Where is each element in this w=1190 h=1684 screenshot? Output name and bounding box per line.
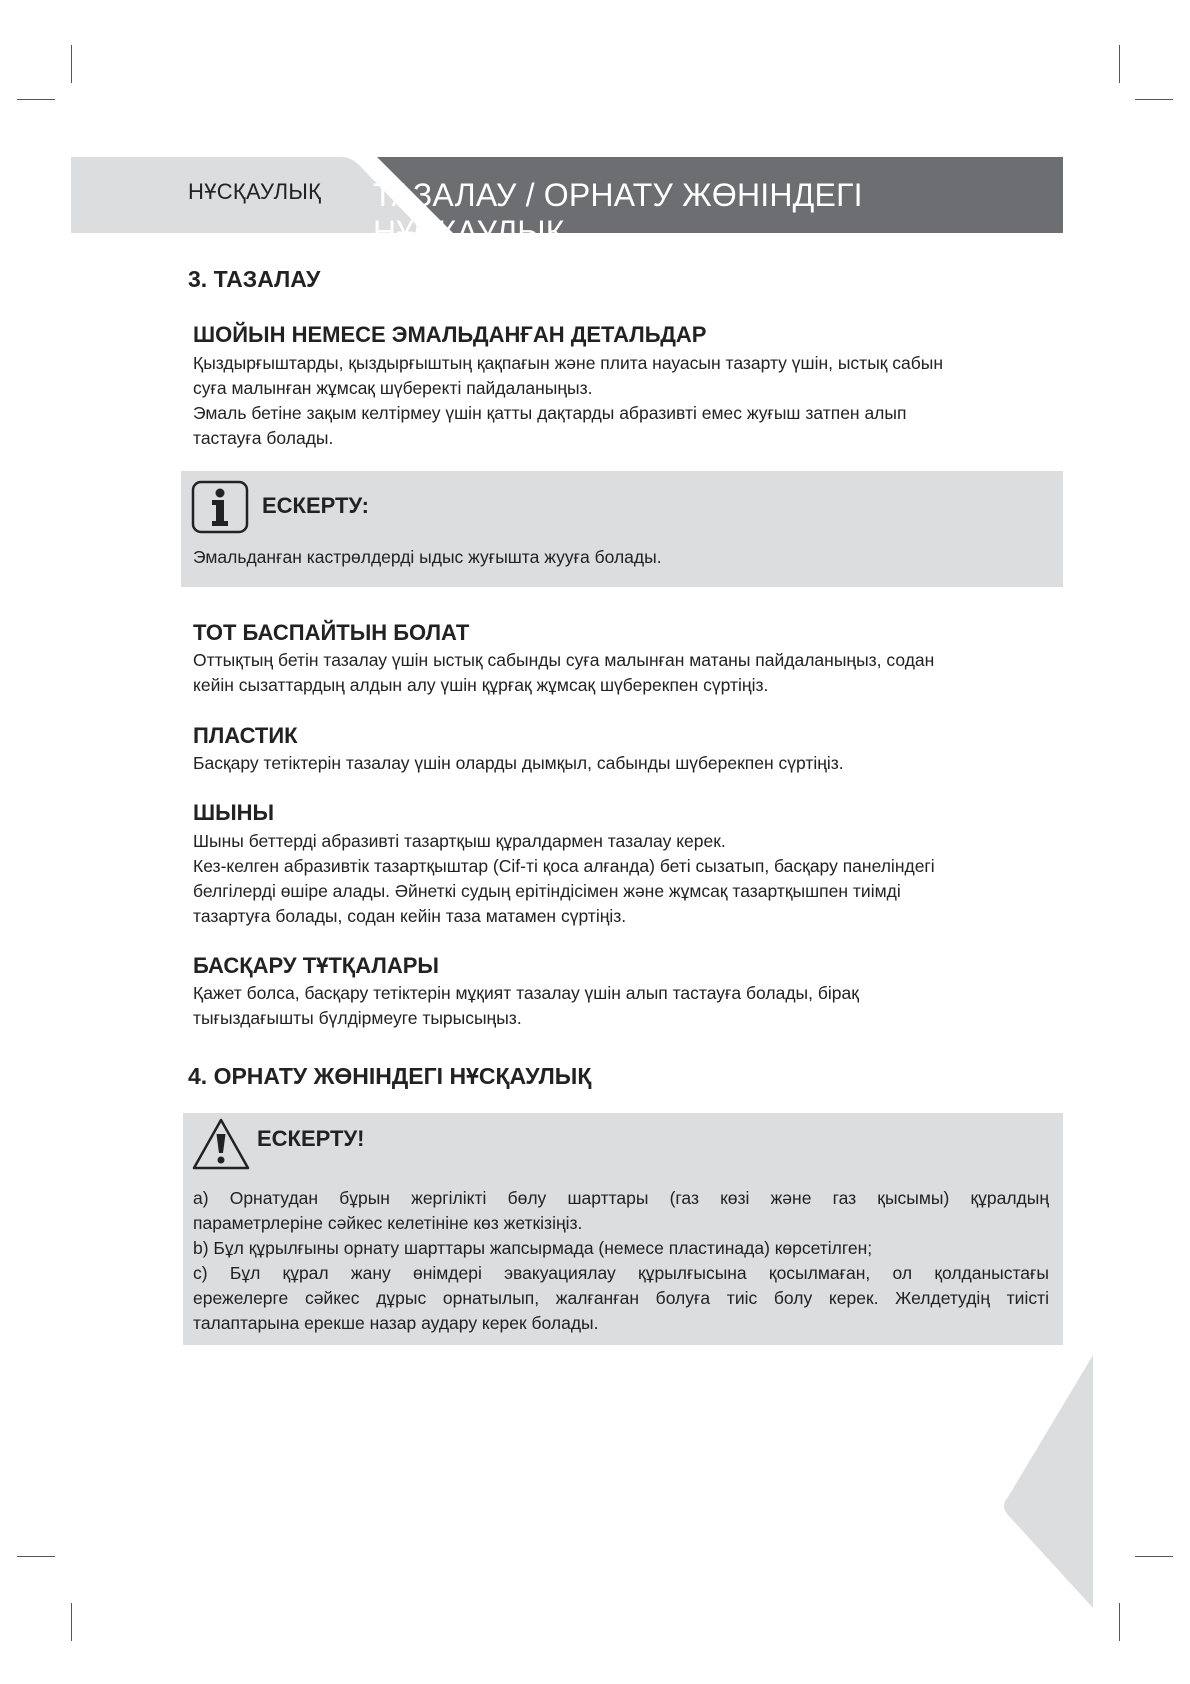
crop-mark <box>71 45 72 83</box>
crop-mark <box>1119 1603 1120 1641</box>
note-box <box>181 471 1063 587</box>
header-right-banner <box>373 157 1063 250</box>
control-knobs-paragraph: Қажет болса, басқару тетіктерін мұқият тазалау үшін алып тастауға болады, бірақ тығыздағышты бүлдірмеуге тырысыңыз. <box>193 983 859 1028</box>
warning-title: ЕСКЕРТУ! <box>257 1126 365 1151</box>
note-text: Эмальданған кастрөлдерді ыдыс жуғышта жууға болады. <box>193 547 662 567</box>
crop-mark <box>17 99 55 100</box>
warning-icon <box>191 1117 251 1171</box>
warning-box <box>183 1113 1063 1345</box>
header-left-tab <box>71 157 419 233</box>
control-knobs-heading: БАСҚАРУ ТҰТҚАЛАРЫ <box>193 953 439 978</box>
stainless-steel-paragraph: Оттықтың бетін тазалау үшін ыстық сабынды суға малынған матаны пайдаланыңыз, содан кейін сызаттардың алдын алу үшін құрғақ жұмсақ шүберекпен сүртіңіз. <box>193 650 935 695</box>
crop-mark <box>1119 45 1120 83</box>
plastic-paragraph: Басқару тетіктерін тазалау үшін оларды дымқыл, сабынды шүберекпен сүртіңіз. <box>193 753 844 773</box>
glass-heading: ШЫНЫ <box>193 800 275 825</box>
note-title: ЕСКЕРТУ: <box>262 493 369 518</box>
section-4-title: 4. ОРНАТУ ЖӨНІНДЕГІ НҰСҚАУЛЫҚ <box>188 1063 592 1089</box>
header-title: ТАЗАЛАУ / ОРНАТУ ЖӨНІНДЕГІ НҰСҚАУЛЫҚ <box>373 177 863 250</box>
crop-mark <box>17 1556 55 1557</box>
crop-mark <box>71 1603 72 1641</box>
info-icon <box>191 480 249 534</box>
glass-paragraph: Шыны беттерді абразивті тазартқыш құралдармен тазалау керек. Кез-келген абразивтік тазартқыштар (Cif-ті қоса алғанда) беті сызатып, басқару панеліндегі белгілерді өшіре алады. Әйнеткі судың ерітіндісімен және жұмсақ тазартқышпен тиімді тазартуға болады, содан кейін таза матамен сүртіңіз. <box>193 831 935 926</box>
section-3-title: 3. ТАЗАЛАУ <box>188 266 321 292</box>
warning-paragraph: a) Орнатудан бұрын жергілікті бөлу шарттары (газ көзі және газ қысымы) құралдың параметрлеріне сәйкес келетініне көз жеткізіңіз. b) Бұл құрылғыны орнату шарттары жапсырмада (немесе пластинада) көрсетілген; c) Бұл құрал жану өнімдері эвакуациялау құрылғысына қосылмаған, ол қолданыстағы ережелерге сәйкес дұрыс орнатылып, жалғанған болуға тиіс болу керек. Желдетудің тиісті талаптарына ерекше назар аудару керек болады. <box>193 1188 1049 1333</box>
crop-mark <box>1135 99 1173 100</box>
cast-iron-heading: ШОЙЫН НЕМЕСЕ ЭМАЛЬДАНҒАН ДЕТАЛЬДАР <box>193 322 707 347</box>
plastic-heading: ПЛАСТИК <box>193 723 298 748</box>
corner-triangle <box>1000 1355 1190 1608</box>
cast-iron-paragraph: Қыздырғыштарды, қыздырғыштың қақпағын және плита науасын тазарту үшін, ыстық сабын суға малынған жұмсақ шүберекті пайдаланыңыз. Эмаль бетіне зақым келтірмеу үшін қатты дақтарды абразивті емес жуғыш затпен алып тастауға болады. <box>193 353 944 448</box>
stainless-steel-heading: ТОТ БАСПАЙТЫН БОЛАТ <box>193 620 470 645</box>
header-left-label: НҰСҚАУЛЫҚ <box>188 179 322 204</box>
